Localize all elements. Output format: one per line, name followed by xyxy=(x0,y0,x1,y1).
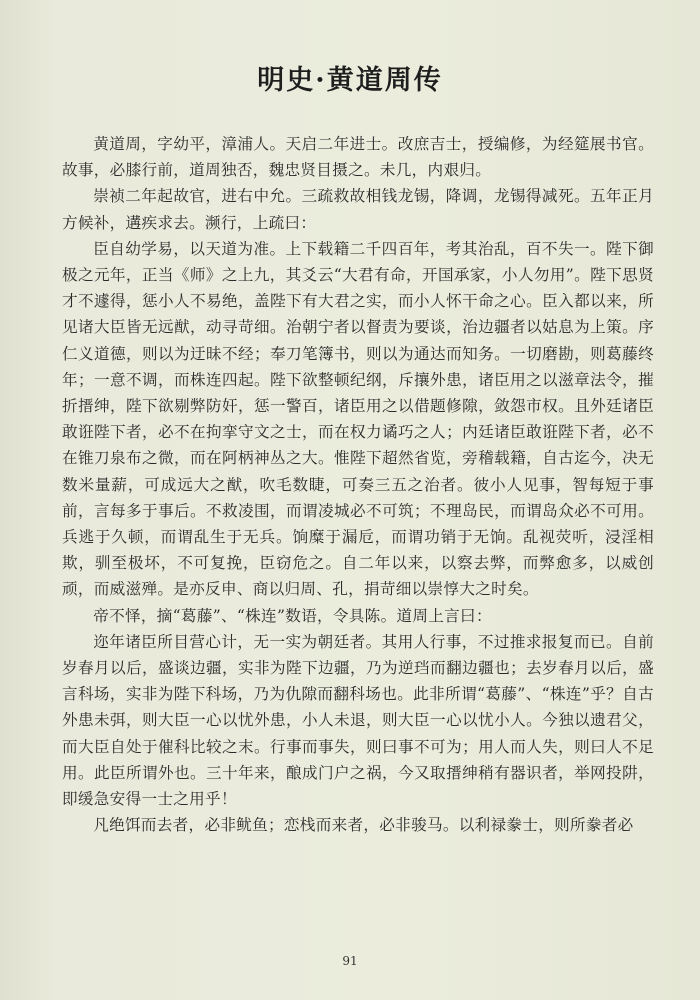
paragraph: 臣自幼学易，以天道为准。上下载籍二千四百年，考其治乱，百不失一。陛下御极之元年，正当《师》之上九，其爻云“大君有命，开国承家，小人勿用”。陛下思贤才不遽得，惩小人不易绝，盖陛下有大君之实，而小人怀干命之心。臣入都以来，所见诸大臣皆无远猷，动寻苛细。治朝宁者以督责为要谈，治边疆者以姑息为上策。序仁义道德，则以为迂昧不经；奉刀笔簿书，则以为通达而知务。一切磨勘，则葛藤终年；一意不调，而株连四起。陛下欲整顿纪纲，斥攘外患，诸臣用之以滋章法令，摧折搢绅，陛下欲剔弊防奸，惩一警百，诸臣用之以借题修隙，敛怨市权。且外廷诸臣敢诳陛下者，必不在拘挛守文之士，而在权力谲巧之人；内廷诸臣敢诳陛下者，必不在锥刀泉布之微，而在阿柄神丛之大。惟陛下超然省览，旁稽载籍，自古迄今，决无数米量薪，可成远大之猷，吹毛数睫，可奏三五之治者。彼小人见事，智每短于事前，言每多于事后。不救凌围，而谓凌城必不可筑；不理岛民，而谓岛众必不可用。兵逃于久顿，而谓乱生于无兵。饷糜于漏卮，而谓功销于无饷。乱视荧听，浸淫相欺，驯至极坏，不可复挽，臣窃危之。自二年以来，以察去弊，而弊愈多，以威创顽，而威滋殚。是亦反申、商以归周、孔，捐苛细以崇惇大之时矣。 xyxy=(62,239,654,599)
paragraph: 帝不怿，摘“葛藤”、“株连”数语，令具陈。道周上言曰： xyxy=(93,606,492,625)
body-text xyxy=(62,131,654,838)
paragraph: 崇祯二年起故官，进右中允。三疏救故相钱龙锡，降调，龙锡得减死。五年正月方候补，遘疾求去。濒行，上疏曰： xyxy=(62,187,654,232)
page-number: 91 xyxy=(342,954,358,968)
paragraph: 凡绝饵而去者，必非鱿鱼；恋栈而来者，必非骏马。以利禄豢士，则所豢者必 xyxy=(93,816,634,835)
paragraph: 迩年诸臣所目营心计，无一实为朝廷者。其用人行事，不过推求报复而已。自前岁春月以后，盛谈边疆，实非为陛下边疆，乃为逆珰而翻边疆也；去岁春月以后，盛言科场，实非为陛下科场，乃为仇隙而翻科场也。此非所谓“葛藤”、“株连”乎？自古外患未弭，则大臣一心以忧外患，小人未退，则大臣一心以忧小人。今独以遗君父，而大臣自处于催科比较之末。行事而事失，则曰事不可为；用人而人失，则曰人不足用。此臣所谓外也。三十年来，酿成门户之祸，今又取搢绅稍有器识者，举网投阱，即缓急安得一士之用乎！ xyxy=(62,632,654,809)
page-title: 明史·黄道周传 xyxy=(257,65,443,96)
paragraph: 黄道周，字幼平，漳浦人。天启二年进士。改庶吉士，授编修，为经筵展书官。故事，必膝行前，道周独否，魏忠贤目摄之。未几，内艰归。 xyxy=(62,135,654,180)
